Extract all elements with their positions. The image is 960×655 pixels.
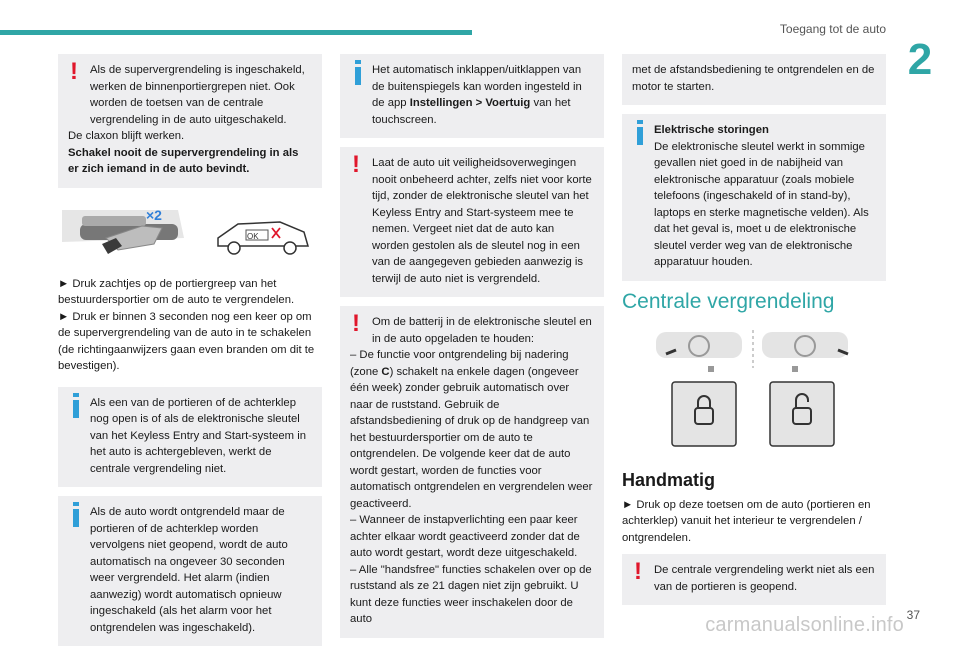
warning-text: De centrale vergrendeling werkt niet als een van de portieren is geopend.	[654, 564, 875, 593]
warning-box-unattended	[340, 147, 604, 297]
info-text-part: Het automatisch inklappen/uitklappen van de buitenspiegels kan worden ingesteld in de app	[372, 64, 582, 109]
page-number: 37	[906, 608, 920, 622]
section-title: Centrale vergrendeling	[622, 289, 835, 313]
warning-text-part: ) schakelt na enkele dagen (ongeveer één week) zonder gebruik automatisch over naar de ruststand. Gebruik de afstandsbediening of druk op de handgreep van het bestuurdersportier om de auto te ontgrendelen. De volgende keer dat de auto wordt gestart, worden de functies voor automatisch ontgrendelen en vergrendelen weer geactiveerd.	[350, 365, 593, 510]
warning-icon: !	[352, 310, 360, 337]
page-header-title: Toegang tot de auto	[779, 22, 886, 36]
step-2: ► Druk er binnen 3 seconden nog een keer op om de supervergrendeling van de auto in te schakelen (de richtingaanwijzers gaan even branden om dit te bevestigen).	[58, 310, 315, 372]
info-icon	[70, 502, 82, 528]
warning-box-supervergrendeling	[58, 54, 322, 188]
figure-central-locking	[622, 328, 886, 460]
info-text: De elektronische sleutel werkt in sommige gevallen niet goed in de nabijheid van elektronische apparatuur (zoals mobiele telefoons (ingeschakeld of in stand-by), laptops en sterke magnetische velden). Als dat het geval is, moet u de elektronische sleutel verder weg van de elektronische apparatuur houden.	[654, 140, 869, 268]
warning-box-battery	[340, 306, 604, 638]
info-icon	[634, 120, 646, 146]
warning-bold-text: Schakel nooit de supervergrendeling in als er zich iemand in de auto bevindt.	[68, 146, 299, 175]
info-title: Elektrische storingen	[654, 124, 769, 136]
settings-path: Instellingen > Voertuig	[409, 97, 531, 109]
warning-item-c: – Alle "handsfree" functies schakelen over op de ruststand als ze 21 dagen niet zijn gebruikt. U kunt deze functies weer inschakelen door de auto	[350, 563, 592, 625]
info-text	[350, 62, 594, 128]
warning-box-door-open	[622, 554, 886, 605]
info-text: Als een van de portieren of de achterklep nog open is of als de elektronische sleutel van het Keyless Entry and Start-systeem in het auto is achtergebleven, werkt de centrale vergrendeling niet.	[90, 396, 306, 475]
warning-text: Om de batterij in de elektronische sleutel en in de auto opgeladen te houden:	[372, 316, 592, 345]
column-1	[58, 54, 322, 655]
subsection-title: Handmatig	[622, 469, 716, 490]
central-locking-illustration	[622, 328, 886, 460]
warning-icon: !	[634, 558, 642, 585]
continuation-text: met de afstandsbediening te ontgrendelen en de motor te starten.	[632, 64, 875, 93]
info-box-open-door	[58, 387, 322, 488]
info-icon	[352, 60, 364, 86]
warning-item-b: – Wanneer de instapverlichting een paar keer achter elkaar wordt geactiveerd zonder dat de auto wordt gestart, wordt deze uitgeschakeld.	[350, 514, 580, 559]
warning-icon: !	[352, 151, 360, 178]
info-icon	[70, 393, 82, 419]
warning-text: Als de supervergrendeling is ingeschakeld, werken de binnenportiergrepen niet. Ook worden de toetsen van de centrale vergrendeling in de auto uitgeschakeld.	[90, 64, 305, 126]
zone-label: C	[381, 365, 390, 378]
header-accent-bar	[0, 30, 472, 35]
continuation-box	[622, 54, 886, 105]
warning-text-part: – De functie voor ontgrendeling bij nadering (zone	[350, 349, 569, 378]
warning-item-a	[350, 347, 594, 512]
chapter-number: 2	[907, 35, 933, 84]
step-1: ► Druk zachtjes op de portiergreep van het bestuurdersportier om de auto te vergrendelen.	[58, 277, 295, 306]
column-2	[340, 54, 604, 647]
column-3	[622, 54, 886, 614]
times-two-label: ×2	[146, 206, 162, 223]
step-manual: ► Druk op deze toetsen om de auto (portieren en achterklep) vanuit het interieur te vergrendelen / ontgrendelen.	[622, 498, 871, 544]
ok-label: OK	[247, 231, 259, 241]
info-box-mirrors	[340, 54, 604, 138]
info-text-part: van het touchscreen.	[372, 97, 571, 126]
warning-text: De claxon blijft werken.	[68, 130, 185, 142]
figure-door-handle	[58, 198, 322, 270]
door-handle-illustration	[58, 198, 322, 270]
warning-icon: !	[70, 58, 78, 85]
warning-text: Laat de auto uit veiligheidsoverwegingen nooit onbeheerd achter, zelfs niet voor korte tijd, zonder de elektronische sleutel van het Keyless Entry and Start-systeem mee te nemen. Vergeet niet dat de auto kan worden gestolen als de sleutel nog in een van de aangegeven gebieden aanwezig is terwijl de auto niet is vergrendeld.	[372, 157, 592, 285]
info-box-auto-relock	[58, 496, 322, 646]
info-text: Als de auto wordt ontgrendeld maar de portieren of de achterklep worden vervolgens niet geopend, wordt de auto automatisch na ongeveer 30 seconden weer vergrendeld. Het alarm (indien aanwezig) wordt automatisch opnieuw ingeschakeld (als het alarm voor het ontgrendelen was ingeschakeld).	[90, 506, 288, 634]
info-box-interference	[622, 114, 886, 281]
watermark: carmanualsonline.info	[705, 614, 904, 636]
